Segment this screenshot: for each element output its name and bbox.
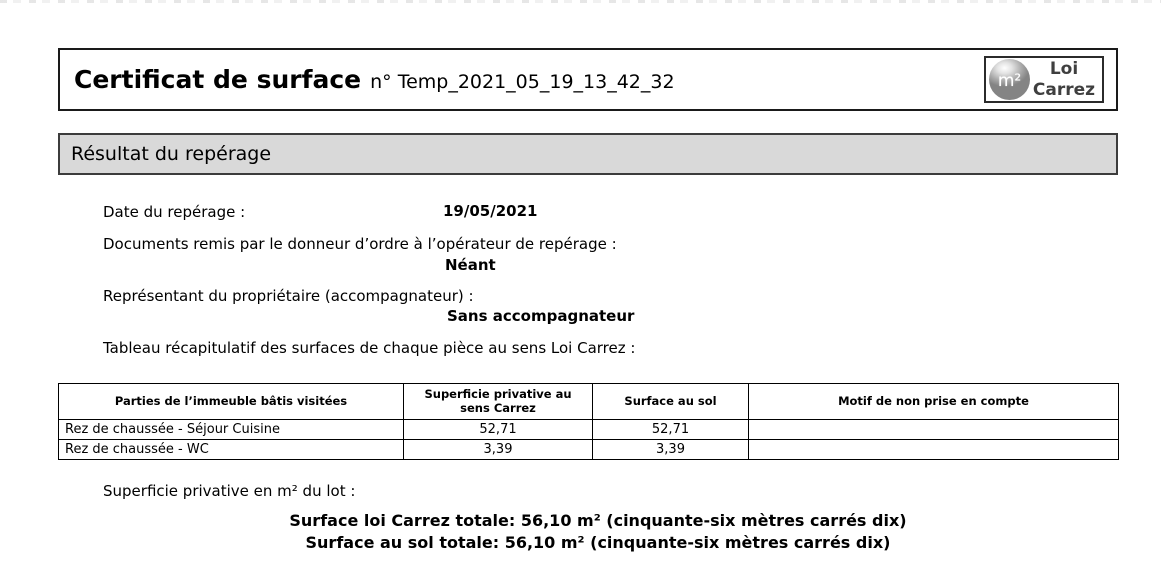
table-row xyxy=(59,419,1119,439)
header-superficie-carrez: Superficie privative au sens Carrez xyxy=(404,384,593,420)
m2-sphere-icon xyxy=(989,59,1030,100)
section-title: Résultat du repérage xyxy=(71,143,272,165)
document-title xyxy=(74,65,675,94)
logo-label xyxy=(1030,59,1098,99)
floor-total-line: Surface au sol totale: 56,10 m² (cinquante-six mètres carrés dix) xyxy=(305,533,891,552)
date-value: 19/05/2021 xyxy=(443,202,538,220)
header-parties: Parties de l’immeuble bâtis visitées xyxy=(59,384,404,420)
table-intro-label: Tableau récapitulatif des surfaces de chaque pièce au sens Loi Carrez : xyxy=(103,339,636,357)
row-floor: 52,71 xyxy=(593,419,749,439)
representative-value: Sans accompagnateur xyxy=(447,307,635,325)
certificate-title: Certificat de surface xyxy=(74,65,362,94)
row-motif xyxy=(749,439,1119,459)
representative-label: Représentant du propriétaire (accompagnateur) : xyxy=(103,287,474,305)
row-floor: 3,39 xyxy=(593,439,749,459)
row-carrez: 3,39 xyxy=(404,439,593,459)
section-header xyxy=(58,133,1118,175)
certificate-number: n° Temp_2021_05_19_13_42_32 xyxy=(370,71,675,93)
header-motif: Motif de non prise en compte xyxy=(749,384,1119,420)
table-header-row xyxy=(59,384,1119,420)
m2-symbol: m² xyxy=(997,70,1022,91)
documents-value: Néant xyxy=(445,256,496,274)
date-label: Date du repérage : xyxy=(103,203,246,221)
carrez-total-line: Surface loi Carrez totale: 56,10 m² (cinquante-six mètres carrés dix) xyxy=(289,511,907,530)
logo-label-line1: Loi xyxy=(1049,59,1079,80)
row-motif xyxy=(749,419,1119,439)
clipped-text-artifact xyxy=(0,0,1161,3)
table-row xyxy=(59,439,1119,459)
row-part: Rez de chaussée - Séjour Cuisine xyxy=(59,419,404,439)
row-part: Rez de chaussée - WC xyxy=(59,439,404,459)
surfaces-table xyxy=(58,383,1119,460)
lot-surface-label: Superficie privative en m² du lot : xyxy=(103,482,356,500)
header-surface-sol: Surface au sol xyxy=(593,384,749,420)
title-box xyxy=(58,48,1118,111)
row-carrez: 52,71 xyxy=(404,419,593,439)
documents-label: Documents remis par le donneur d’ordre à l’opérateur de repérage : xyxy=(103,235,617,253)
logo-label-line2: Carrez xyxy=(1032,79,1096,100)
loi-carrez-logo xyxy=(984,56,1104,103)
